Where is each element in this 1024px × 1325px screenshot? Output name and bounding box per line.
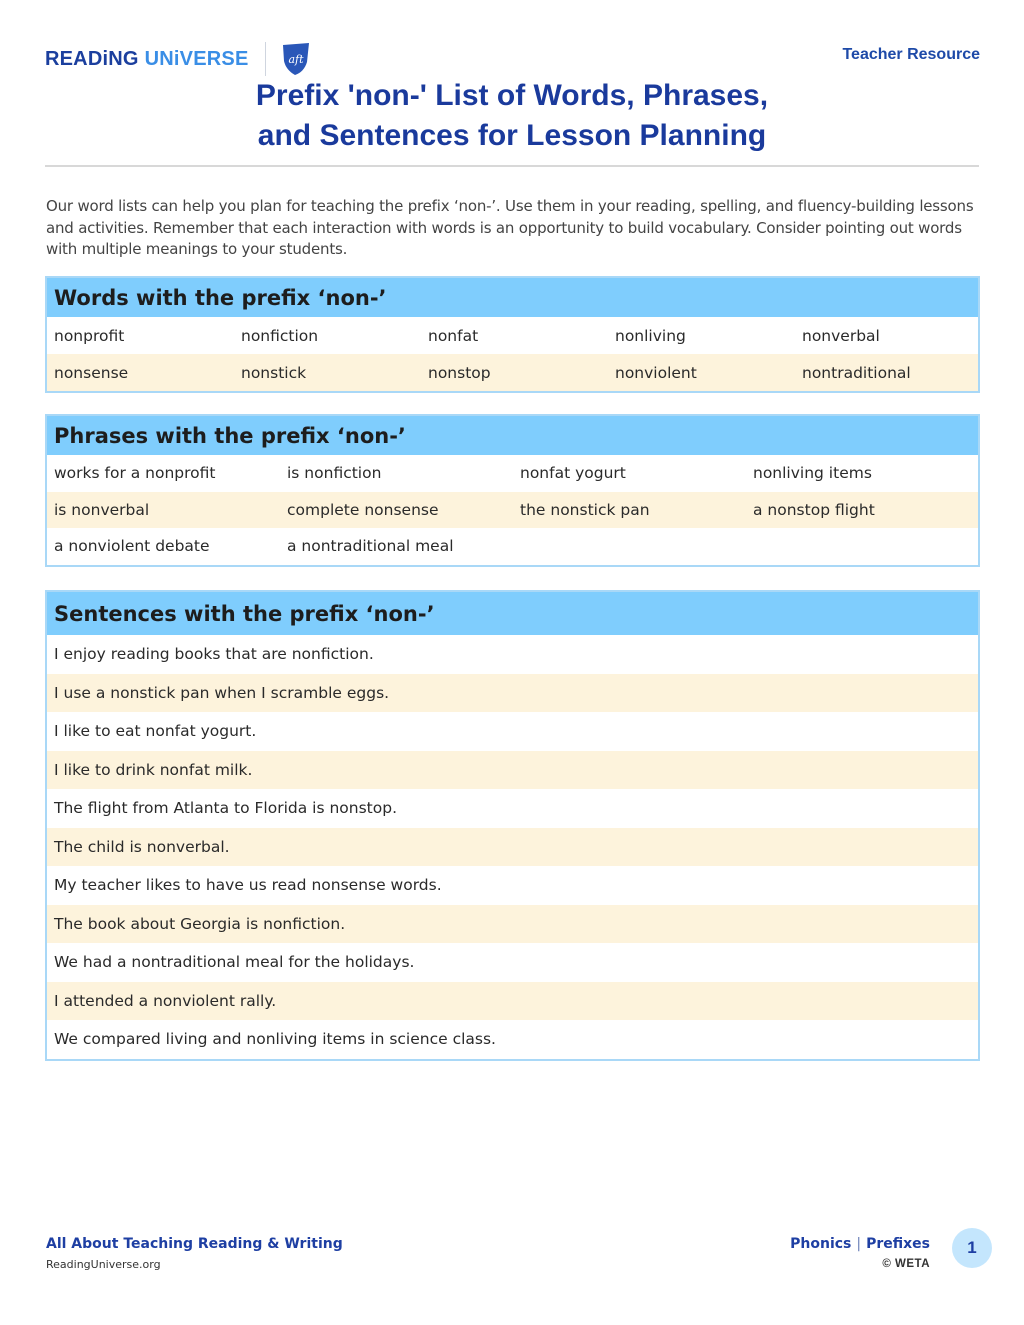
phrase-cell: a nontraditional meal bbox=[287, 537, 454, 556]
reading-universe-logo[interactable] bbox=[45, 42, 312, 76]
word-cell: nonprofit bbox=[54, 326, 125, 345]
phrases-section-heading: Phrases with the prefix ‘non-’ bbox=[47, 416, 978, 455]
word-cell: nonviolent bbox=[615, 363, 697, 382]
logo-universe-text: UNiVERSE bbox=[144, 47, 249, 70]
page-header bbox=[45, 36, 980, 76]
words-row bbox=[47, 317, 978, 354]
phrase-cell: the nonstick pan bbox=[520, 500, 650, 519]
page-title-line-1: Prefix 'non-' List of Words, Phrases, bbox=[255, 79, 769, 112]
svg-text:aft: aft bbox=[287, 53, 304, 66]
word-cell: nonsense bbox=[54, 363, 129, 382]
word-cell: nonstick bbox=[241, 363, 307, 382]
teacher-resource-label: Teacher Resource bbox=[842, 46, 980, 63]
word-cell: nonfat bbox=[428, 326, 479, 345]
intro-paragraph: Our word lists can help you plan for teaching the prefix ‘non-’. Use them in your reading, spelling, and fluency-building lessons and activities. Remember that each interaction with words is an opportunity to build vocabulary. Consider pointing out words with multiple meanings to your students. bbox=[46, 197, 974, 258]
word-cell: nonfiction bbox=[241, 326, 319, 345]
sentences-section-heading: Sentences with the prefix ‘non-’ bbox=[47, 592, 978, 635]
footer-right bbox=[790, 1236, 930, 1270]
sentence-row: I attended a nonviolent rally. bbox=[47, 982, 978, 1021]
category-phonics-link[interactable]: Phonics bbox=[790, 1236, 852, 1252]
logo-reading-text: READiNG bbox=[45, 47, 139, 70]
footer-categories bbox=[790, 1236, 930, 1252]
sentence-row: I use a nonstick pan when I scramble eggs. bbox=[47, 674, 978, 713]
phrase-cell: nonliving items bbox=[753, 464, 872, 483]
sentence-row: The book about Georgia is nonfiction. bbox=[47, 905, 978, 944]
sentence-row: My teacher likes to have us read nonsense words. bbox=[54, 876, 442, 895]
category-prefixes-link[interactable]: Prefixes bbox=[866, 1236, 930, 1252]
footer-url-link[interactable]: ReadingUniverse.org bbox=[46, 1258, 161, 1271]
title-divider bbox=[45, 165, 979, 167]
sentence-row: I like to eat nonfat yogurt. bbox=[54, 722, 257, 741]
phrase-cell: a nonviolent debate bbox=[54, 537, 210, 556]
phrases-row bbox=[47, 528, 978, 565]
phrases-row bbox=[47, 455, 978, 492]
word-cell: nonstop bbox=[428, 363, 491, 382]
sentence-row: I like to drink nonfat milk. bbox=[47, 751, 978, 790]
phrase-cell: a nonstop flight bbox=[753, 500, 875, 519]
sentence-row: We had a nontraditional meal for the holidays. bbox=[54, 953, 415, 972]
words-section bbox=[45, 276, 980, 393]
sentence-row: The child is nonverbal. bbox=[47, 828, 978, 867]
phrase-cell: is nonfiction bbox=[287, 464, 382, 483]
phrase-cell: works for a nonprofit bbox=[54, 464, 216, 483]
page-title-line-2: and Sentences for Lesson Planning bbox=[257, 119, 767, 152]
phrases-row bbox=[47, 492, 978, 529]
phrase-cell: nonfat yogurt bbox=[520, 464, 626, 483]
aft-shield-icon bbox=[280, 42, 312, 76]
words-section-heading: Words with the prefix ‘non-’ bbox=[47, 278, 978, 317]
word-cell: nonliving bbox=[615, 326, 686, 345]
words-row bbox=[47, 354, 978, 391]
category-separator: | bbox=[856, 1236, 862, 1252]
phrase-cell: complete nonsense bbox=[287, 500, 439, 519]
sentence-row: I enjoy reading books that are nonfiction. bbox=[54, 645, 374, 664]
word-cell: nontraditional bbox=[802, 363, 911, 382]
logo-divider bbox=[265, 42, 266, 76]
sentences-section bbox=[45, 590, 980, 1061]
footer-title: All About Teaching Reading & Writing bbox=[46, 1236, 343, 1252]
page-number-badge: 1 bbox=[952, 1228, 992, 1268]
word-cell: nonverbal bbox=[802, 326, 880, 345]
sentence-row: We compared living and nonliving items in science class. bbox=[54, 1030, 496, 1049]
sentence-row: The flight from Atlanta to Florida is nonstop. bbox=[54, 799, 398, 818]
footer-left bbox=[46, 1236, 343, 1271]
copyright-text: © WETA bbox=[882, 1258, 930, 1270]
phrase-cell: is nonverbal bbox=[54, 500, 150, 519]
page-title bbox=[0, 76, 1024, 156]
phrases-section bbox=[45, 414, 980, 567]
